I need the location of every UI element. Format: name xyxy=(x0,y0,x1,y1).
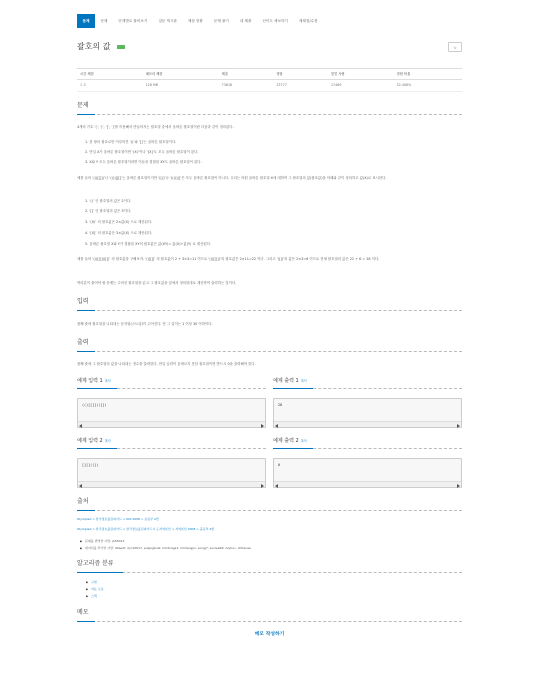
heading-underline xyxy=(273,388,313,389)
copy-sample-output-1-button[interactable]: 복사 xyxy=(300,379,307,383)
value-item: 5. 올바른 괄호열 X와 Y가 결합된 XY의 괄호값은 값(XY)= 값(X)+값(Y) 로 계산된다. xyxy=(85,242,211,246)
output-description: 첫째 줄에 그 괄호열의 값을 나타내는 정수를 출력한다. 만일 입력이 올바르지 못한 괄호열이면 반드시 0을 출력해야 한다. xyxy=(77,362,256,366)
section-output-heading: 출력 xyxy=(77,339,89,346)
accepted-value: 23777 xyxy=(273,80,328,91)
divider xyxy=(77,572,462,573)
problem-para-4: 여러분이 풀어야 할 문제는 주어진 괄호열을 읽고 그 괄호값을 앞에서 정의한대로 계산하여 출력하는 것이다. xyxy=(77,281,237,285)
copy-sample-input-1-button[interactable]: 복사 xyxy=(104,379,111,383)
sample-output-2-title: 예제 출력 2 xyxy=(273,438,299,444)
solved-badge xyxy=(117,45,125,49)
value-item: 1. ‘()’ 인 괄호열의 값은 2이다. xyxy=(85,199,132,203)
sample-output-2-box[interactable] xyxy=(273,458,462,488)
nav-item-my-submissions[interactable]: 내 제출 xyxy=(239,19,252,23)
heading-underline xyxy=(77,114,95,115)
col-memory-limit: 메모리 제한 xyxy=(143,69,219,80)
nav-item-difficulty[interactable]: 난이도 제보하기 xyxy=(262,19,288,23)
scroll-right-icon[interactable] xyxy=(261,484,264,488)
scroll-right-icon[interactable] xyxy=(261,424,264,428)
divider xyxy=(77,510,462,511)
heading-underline xyxy=(77,621,95,622)
sample-output-2-text: 0 xyxy=(278,463,281,467)
scroll-left-icon[interactable] xyxy=(79,484,82,488)
memory-limit-value: 128 MB xyxy=(143,80,219,91)
sample-output-1-heading xyxy=(273,378,307,385)
source-link-1[interactable]: Olympiad > 한국정보올림피아드 > KOI 2008 > 초등부 2번 xyxy=(77,517,159,521)
problem-info-table xyxy=(77,68,462,92)
algorithm-tag[interactable]: ■ 스택 xyxy=(91,595,97,599)
sample-input-1-title: 예제 입력 1 xyxy=(77,378,103,384)
scroll-left-icon[interactable] xyxy=(275,424,278,428)
scroll-left-icon[interactable] xyxy=(79,424,82,428)
rule-item: 1. 한 쌍의 괄호로만 이루어진 ‘()’와 ‘[]’는 올바른 괄호열이다. xyxy=(85,140,177,144)
algorithm-tag[interactable]: ■ 자료 구조 xyxy=(91,588,104,592)
col-submissions: 제출 xyxy=(219,69,274,80)
heading-underline xyxy=(273,448,313,449)
rule-item: 2. 만일 X가 올바른 괄호열이면 ‘(X)’이나 ‘[X]’도 모두 올바른 괄호열이 된다. xyxy=(85,150,199,154)
input-description: 첫째 줄에 괄호열을 나타내는 문자열(스트링)이 주어진다. 단 그 길이는 1 이상 30 이하이다. xyxy=(77,322,213,326)
section-source-heading: 출처 xyxy=(77,498,89,505)
value-item: 2. ‘[]’ 인 괄호열의 값은 3이다. xyxy=(85,209,132,213)
sample-input-2-heading xyxy=(77,438,111,445)
horizontal-scrollbar[interactable] xyxy=(78,481,265,487)
time-limit-value: 1 초 xyxy=(77,80,143,91)
col-solvers: 맞힌 사람 xyxy=(328,69,394,80)
divider xyxy=(77,351,462,352)
col-ratio: 정답 비율 xyxy=(394,69,462,80)
sample-input-1-heading xyxy=(77,378,111,385)
problem-para-2: 예를 들어 ‘(()[[]])’나 ‘(())[][]’는 올바른 괄호열이지만 ‘([)]’나 ‘(()()[]’은 모두 올바른 괄호열이 아니다. 우리는 어떤 올바른 괄호열 X에 대하여 그 괄호열의 값(괄호값)을 아래와 같이 정의하고 값(X)로 표시한다. xyxy=(77,176,387,180)
problem-para-3: 예를 들어 ‘(()[[]])([])’ 의 괄호값을 구해보자. ‘()[[]]’ 의 괄호값이 2 + 3×3=11 이므로 ‘(()[[]])’의 괄호값은 2×11=22 이다. 그리고 ‘([])’의 값은 2×3=6 이므로 전체 괄호열의 값은 22 + 6 = 28 이다. xyxy=(77,257,380,261)
sample-input-1-box[interactable] xyxy=(77,398,266,428)
write-memo-link[interactable]: 메모 작성하기 xyxy=(254,632,285,637)
problem-title: 괄호의 값 xyxy=(77,42,111,51)
divider xyxy=(77,114,462,115)
heading-underline xyxy=(77,448,117,449)
sample-input-2-box[interactable] xyxy=(77,458,266,488)
sample-output-1-text: 28 xyxy=(278,403,283,407)
nav-item-status[interactable]: 채점 현황 xyxy=(187,19,203,23)
ratio-value: 32.408% xyxy=(394,80,462,91)
problem-intro: 4개의 기호 ‘(’, ‘)’, ‘[’, ‘]’를 이용해서 만들어지는 괄호열 중에서 올바른 괄호열이란 다음과 같이 정의된다. xyxy=(77,125,234,129)
table-row xyxy=(77,80,462,91)
horizontal-scrollbar[interactable] xyxy=(78,421,265,427)
col-accepted: 정답 xyxy=(273,69,328,80)
heading-underline xyxy=(77,310,95,311)
section-input-heading: 입력 xyxy=(77,298,89,305)
algorithm-tag[interactable]: ■ 구현 xyxy=(91,581,97,585)
nav-item-steps[interactable]: 단계별로 풀어보기 xyxy=(118,19,148,23)
data-contributors-info: ■ 데이터를 추가한 사람: 99asdf, dyc10617, eukpigbulk, kimtonga1, limdongjin, songj7, sunlee98, zxyhuc, xhitevae xyxy=(85,547,251,551)
section-problem-heading: 문제 xyxy=(77,102,89,109)
value-item: 4. ‘[X]’ 의 괄호값은 3×값(X) 으로 계산된다. xyxy=(85,231,153,235)
col-time-limit: 시간 제한 xyxy=(77,69,143,80)
translator-info: ■ 문제를 번역한 사람: jh05013 xyxy=(85,540,124,544)
nav-item-problem[interactable]: 문제 xyxy=(100,19,108,23)
title-row xyxy=(77,42,462,54)
heading-underline xyxy=(77,388,117,389)
sample-input-1-text: (()[[]])([]) xyxy=(82,403,107,407)
problem-nav xyxy=(77,14,323,28)
nav-item-problem-id[interactable]: 문제 xyxy=(77,14,95,28)
sample-output-2-heading xyxy=(273,438,307,445)
nav-item-solve[interactable]: 문제 풀기 xyxy=(213,19,229,23)
horizontal-scrollbar[interactable] xyxy=(274,481,461,487)
rule-item: 3. X와 Y 모두 올바른 괄호열이라면 이들을 결합한 XY도 올바른 괄호열이 된다. xyxy=(85,160,202,164)
heading-underline xyxy=(77,351,95,352)
heading-underline xyxy=(77,572,123,573)
source-link-2[interactable]: Olympiad > 한국정보올림피아드 > 한국정보올림피아드시․도지역본선 > 지역본선 2008 > 중등부 2번 xyxy=(77,527,215,531)
divider xyxy=(77,621,462,622)
sample-output-1-box[interactable] xyxy=(273,398,462,428)
nav-item-qna[interactable]: 질문 게시판 xyxy=(158,19,177,23)
solvers-value: 17469 xyxy=(328,80,394,91)
section-algorithm-heading: 알고리즘 분류 xyxy=(77,560,114,567)
scroll-right-icon[interactable] xyxy=(457,484,460,488)
sample-output-1-title: 예제 출력 1 xyxy=(273,378,299,384)
sample-input-2-title: 예제 입력 2 xyxy=(77,438,103,444)
scroll-left-icon[interactable] xyxy=(275,484,278,488)
section-memo-heading: 메모 xyxy=(77,609,89,616)
copy-sample-input-2-button[interactable]: 복사 xyxy=(104,439,111,443)
divider xyxy=(77,310,462,311)
value-item: 3. ‘(X)’ 의 괄호값은 2×값(X) 으로 계산된다. xyxy=(85,220,153,224)
sample-input-2-text: [][]((]) xyxy=(82,463,99,467)
submissions-value: 73618 xyxy=(219,80,274,91)
star-button[interactable]: ☆ xyxy=(448,42,462,52)
nav-item-rejudge[interactable]: 재채점/수정 xyxy=(298,19,318,23)
heading-underline xyxy=(77,510,95,511)
scroll-right-icon[interactable] xyxy=(457,424,460,428)
copy-sample-output-2-button[interactable]: 복사 xyxy=(300,439,307,443)
horizontal-scrollbar[interactable] xyxy=(274,421,461,427)
